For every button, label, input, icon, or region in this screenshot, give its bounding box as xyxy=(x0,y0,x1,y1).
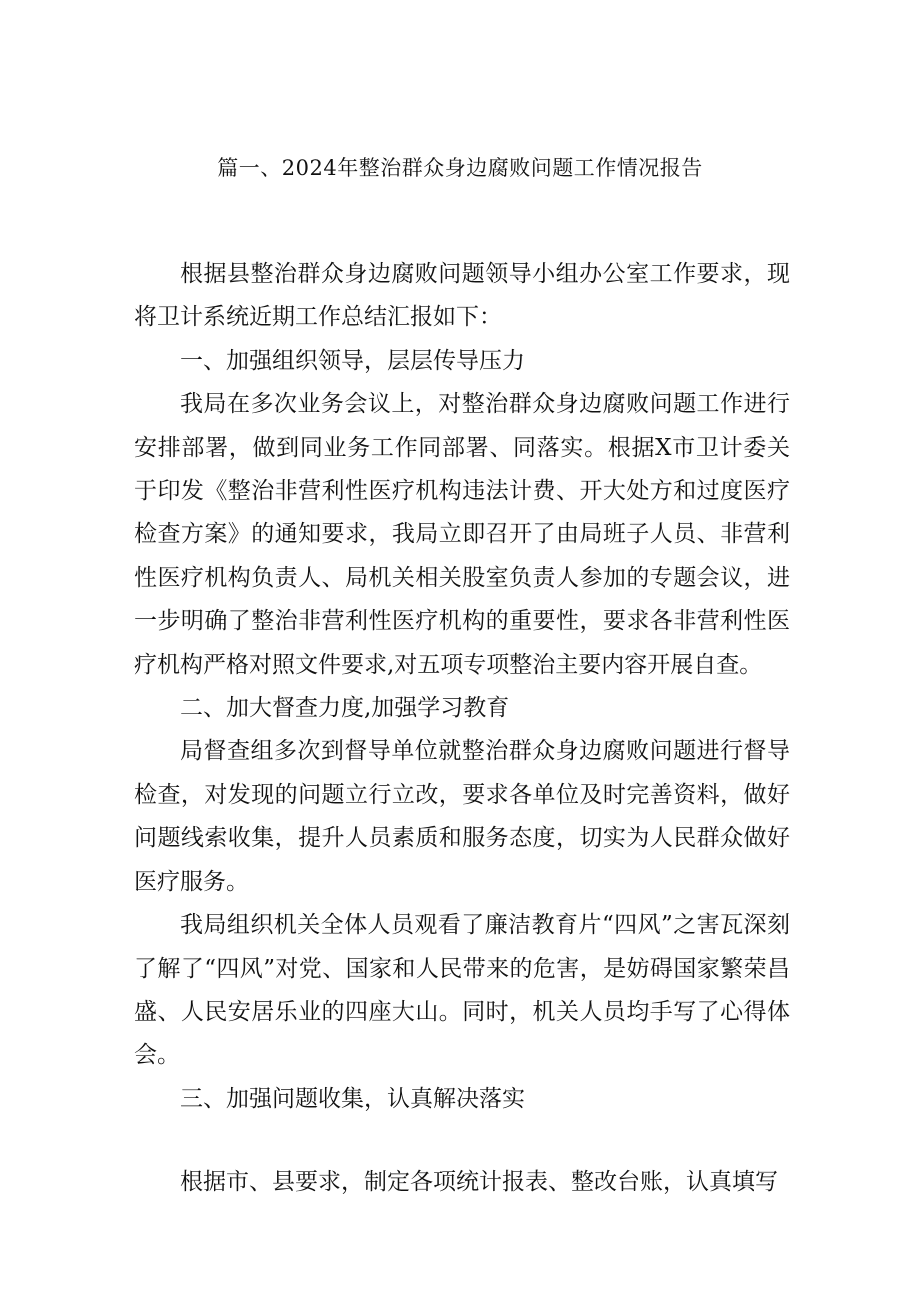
section-heading-3: 三、加强问题收集，认真解决落实 xyxy=(180,1085,525,1112)
intro-paragraph: 根据县整治群众身边腐败问题领导小组办公室工作要求，现将卫计系统近期工作总结汇报如下： xyxy=(134,261,790,331)
section-heading-2: 二、加大督查力度,加强学习教育 xyxy=(180,695,510,722)
section-heading-1: 一、加强组织领导，层层传导压力 xyxy=(180,347,525,374)
document-title: 篇一、2024年整治群众身边腐败问题工作情况报告 xyxy=(217,156,703,180)
body-paragraph: 根据市、县要求，制定各项统计报表、整改台账，认真填写 xyxy=(180,1169,778,1196)
body-paragraph: 局督查组多次到督导单位就整治群众身边腐败问题进行督导检查，对发现的问题立行立改，要求各单位及时完善资料，做好问题线索收集，提升人员素质和服务态度，切实为人民群众做好医疗服务。 xyxy=(134,738,790,895)
body-paragraph: 我局在多次业务会议上，对整治群众身边腐败问题工作进行安排部署，做到同业务工作同部署、同落实。根据X市卫计委关于印发《整治非营利性医疗机构违法计费、开大处方和过度医疗检查方案》的通知要求，我局立即召开了由局班子人员、非营利性医疗机构负责人、局机关相关股室负责人参加的专题会议，进一步明确了整治非营利性医疗机构的重要性，要求各非营利性医疗机构严格对照文件要求,对五项专项整治主要内容开展自查。 xyxy=(134,391,790,678)
document-body xyxy=(134,253,790,1205)
body-paragraph: 我局组织机关全体人员观看了廉洁教育片“四风”之害瓦深刻了解了“四风”对党、国家和人民带来的危害，是妨碍国家繁荣昌盛、人民安居乐业的四座大山。同时，机关人员均手写了心得体会。 xyxy=(134,912,790,1069)
